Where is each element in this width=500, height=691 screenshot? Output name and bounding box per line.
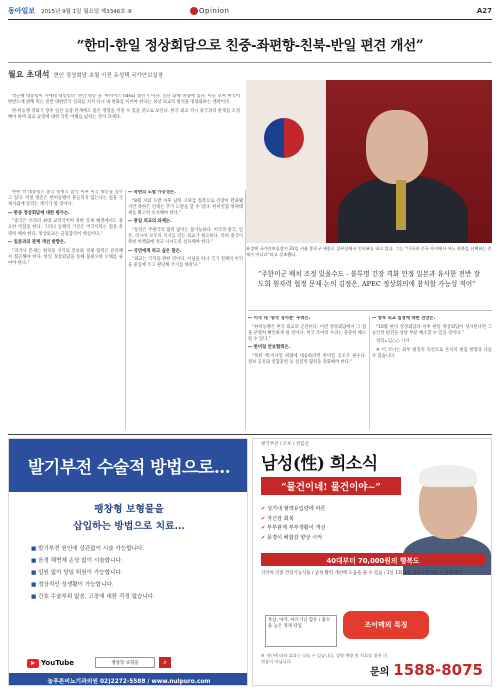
advertisement-urology[interactable] xyxy=(8,438,248,686)
article-column-4 xyxy=(248,316,366,430)
youtube-link[interactable] xyxy=(27,657,83,669)
ad-headline: 남성(性) 희소식 xyxy=(261,454,378,474)
question: ― 한중 정상회담에 대한 평가는. xyxy=(8,210,70,216)
paragraph: “한미동맹은 한국 외교의 근간이다. 이번 정상회담에서 그 점을 분명히 확인하게 될 것이다. 미국 조야의 우려는 충분히 해소될 수 있다.” xyxy=(248,324,366,342)
ad-check-list xyxy=(261,505,403,543)
author-title: 현인 정상회담 초월 이전 유성택 국가안보실장 xyxy=(53,72,164,79)
question: ― 국민에게 하고 싶은 말은. xyxy=(128,248,182,254)
page-header xyxy=(8,4,492,18)
list-item: ■ 간호 수술부위 없음, 고장에 대한 걱정 없습니다. xyxy=(31,591,241,603)
paragraph: “8월 지뢰 도발 이후 남북 고위급 접촉으로 긴장이 완화됐지만 북한은 언제든 추가 도발을 할 수 있다. 한미연합 방위태세를 확고히 유지해야 한다.” xyxy=(128,198,243,216)
newspaper-name: 동아일보 xyxy=(8,6,36,15)
article-column-1 xyxy=(8,94,240,188)
header-rule xyxy=(8,19,492,20)
paragraph: “과거사 문제는 원칙을 지키되 안보와 경제 협력은 분리해서 접근해야 한다. 한일 정상회담을 통해 불필요한 오해를 줄여야 한다.” xyxy=(8,248,123,266)
issue-info: 2015년 9월 1일 월요일 제3346호 ⑥ xyxy=(41,9,133,15)
ad-tagline-2: 삽입하는 방법으로 치료... xyxy=(73,521,185,532)
phone-label: 문의 xyxy=(369,666,390,678)
phone-contact[interactable] xyxy=(253,653,491,686)
question: ― 북한의 도발 가능성은. xyxy=(128,190,176,195)
youtube-label: YouTube xyxy=(41,659,74,667)
phone-number[interactable]: 1588-8075 xyxy=(393,661,483,679)
article-column-5 xyxy=(372,316,492,430)
ad-banner xyxy=(9,439,248,492)
reporter-credit: 정리=김○○ 기자 xyxy=(376,339,410,345)
column-divider xyxy=(125,190,126,430)
headline-rule xyxy=(8,62,492,63)
section-label xyxy=(190,7,230,15)
question: ― 미국 내 ‘중국 경사론’ 우려는. xyxy=(248,316,311,321)
ad-separator xyxy=(8,434,492,435)
section-name: Opinion xyxy=(199,7,230,15)
list-item: ■ 음경 해면체 손상 없이 시술합니다. xyxy=(31,555,241,567)
pull-quote-rule xyxy=(248,310,492,311)
list-item: ■ 정상적인 성생활이 가능합니다. xyxy=(31,579,241,591)
advertisement-supplement[interactable] xyxy=(252,438,492,686)
paragraph: “중국은 우리의 최대 교역국이며 북한 문제 해결에서도 중요한 역할을 한다. 그러나 동맹의 기본은 미국이라는 점을 분명히 해야 한다. 정상외교는 균형감각이 핵심이다.” xyxy=(8,219,123,237)
article-headline: “한미-한일 정상회담으로 친중-좌편향-친북-반일 편견 개선” xyxy=(76,38,424,54)
column-name: 월요 초대석 xyxy=(8,69,50,79)
paragraph: “10월 한미 정상회담과 이후 한일 정상회담이 성사된다면 그동안의 편견을 상당 부분 해소할 수 있을 것이다.” xyxy=(372,324,492,336)
list-item: ■ 발기부전 원인에 상관없이 시술 가능합니다. xyxy=(31,543,241,555)
list-item: ■ 입원 없이 당일 퇴원이 가능합니다. xyxy=(31,567,241,579)
list-item: ✔ 성기내 혈액유입량에 따른 xyxy=(261,505,403,515)
paragraph: “북한 핵·미사일 위협에 대응하려면 한미일 공조가 필수다. 정보 공유와 연합훈련 등 실질적 협력을 강화해야 한다.” xyxy=(248,353,366,366)
list-item: ✔ 풍경이 배합감 향상 시켜 xyxy=(261,534,403,544)
model-hair xyxy=(419,465,477,487)
paragraph: “외교는 국익을 위한 것이다. 이념을 떠나 국가 전체의 이익을 중심에 두고 판단해 주기를 바란다.” xyxy=(128,257,243,269)
flag-backdrop xyxy=(246,80,326,243)
ad-kicker: 발기부전 / 조루 / 전립선 xyxy=(261,442,309,447)
photo-caption: 유성택 국가안보실장이 31일 서울 종로구 세종로 집무실에서 인터뷰를 하고 있다. 그는 “미국과 중국 사이에서 어느 한쪽을 선택하는 문제가 아니다”라고 강조했다. xyxy=(246,246,492,257)
question: ― 통일 외교의 과제는. xyxy=(128,219,172,225)
page-number: A27 xyxy=(476,7,492,15)
ad-notice: ※ 개인에 따라 효과는 다를 수 있습니다. 질병 예방 및 치료를 위한 의약품이 아닙니다. xyxy=(261,653,387,664)
ad-banner-text: 발기부전 수술적 방법으로... xyxy=(27,458,231,478)
ad-footer-contact: 늘푸른비뇨기과의원 02)2272-5588 / www.nulpuro.com xyxy=(9,673,248,686)
ad-slogan: “물건이네! 물건이야~” xyxy=(261,477,401,495)
interview-photo xyxy=(246,80,492,243)
youtube-play-icon xyxy=(27,659,39,668)
question: ― 향후 외교 일정에 대한 전망은. xyxy=(372,316,436,321)
pull-quote: “주한미군 배치 조정 있을수도 - 불투명 긴장 격화 인정 일본과 유사한 전반 장도회 원자력 협정 문제 논의 김정은, APEC 정상회의에 참석할 가능성 적어” xyxy=(258,270,480,288)
paragraph: 한편 박 대통령은 중국 열병식 참석 이후 미국 방문을 앞두고 있다. 이번 방문은 한미동맹이 흔들리지 않는다는 점을 국제사회에 알리는 계기가 될 것이다. xyxy=(8,190,123,208)
paragraph: “통일은 주변국의 협력 없이는 불가능하다. 미국과 중국, 일본, 러시아 모두의 지지를 얻는 외교가 필요하다. 특히 중국이 북한 비핵화에 적극 나서도록 설득해야 한다.” xyxy=(128,227,243,246)
ad-tagline-1: 팽창형 보형물을 xyxy=(94,504,164,515)
person-tie xyxy=(396,180,406,230)
column-divider xyxy=(245,190,246,430)
ad-offer-bar: 40대부터 70,000원의 행복도 xyxy=(261,553,485,566)
section-dot-icon xyxy=(190,7,198,15)
disclaimer: ※ 이 코너는 외부 필진의 의견으로 본지의 편집 방향과 다를 수 있습니다. xyxy=(372,347,492,359)
ad-search-box[interactable]: 팽창형 보형물 xyxy=(95,657,155,668)
list-item: ✔ 자신감 회복 xyxy=(261,515,403,525)
product-note: 홍삼, 마카, 아르기닌 함유 / 흡수율 높은 정제 타입 xyxy=(265,615,337,647)
ad-fine-print: 식약처 인증 건강기능식품 / 남성 활력 개선에 도움을 줄 수 있음 / 1일 1회 2정 섭취 / 부작용 시 섭취 중단 xyxy=(261,571,463,576)
search-icon[interactable]: ⌕ xyxy=(159,657,171,668)
taegeuk-icon xyxy=(264,118,304,158)
ad-bullet-list xyxy=(31,543,241,603)
product-badge: 조이맥의 특징 xyxy=(343,611,429,639)
list-item: ✔ 부부관계 부부생활이 개선 xyxy=(261,524,403,534)
person-head xyxy=(366,110,428,184)
question: ― 일본과의 관계 개선 방향은. xyxy=(8,240,66,246)
paragraph: 한·미동맹 강화가 향후 일본 동중 관계에도 좋은 영향을 끼칠 수 있을 것으로 보인다. 한국 외교 역시 중국과의 관계를 조정해야 하며 외교 균형에 대한 국민 이해를 넓히는 것이 과제다. xyxy=(8,108,240,120)
article-column-3 xyxy=(128,190,243,430)
byline xyxy=(8,69,492,80)
paragraph: 박근혜 대통령이 시에테 대통령의 ‘천안 방문’을 ‘아비어스’(idea) 했던가 이사. 일단 화해 방향에 있다. 이들 보며 한국이 한반도에 관해 먹는 전반 대한민국 신뢰를 지켜 다시 내 변화를 이어야 한다는 정상 외교의 원칙을 정당화하는 맥락이다. xyxy=(8,94,240,106)
column-divider xyxy=(369,316,370,430)
article-column-2 xyxy=(8,190,123,430)
question: ― 한미일 안보협력은. xyxy=(248,345,291,351)
